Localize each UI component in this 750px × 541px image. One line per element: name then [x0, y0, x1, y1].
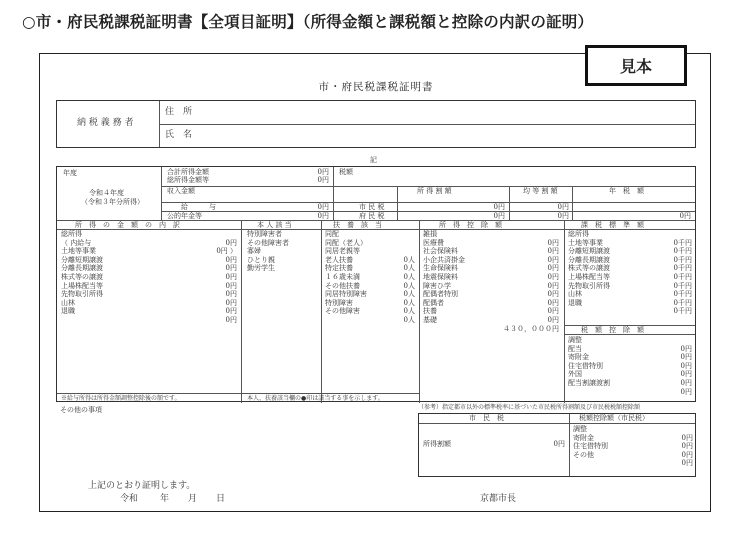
deduction-item-label: 扶養 [423, 307, 437, 316]
reference-note: （参考）指定都市以外の標準税率に基づいた市民税所得割額及び市民税税額控除額 [418, 404, 641, 411]
tax-base-item-label: 株式等の譲渡 [568, 264, 610, 273]
income-item-label: 山林 [61, 298, 75, 307]
dependent-item-value: 0人 [403, 272, 415, 281]
page-heading: ○市・府民税課税証明書【全項目証明】（所得金額と課税額と控除の内訳の証明） [22, 12, 594, 31]
deduction-item-value: 0円 [547, 272, 559, 281]
deduction-item-label: 生命保険料 [423, 264, 458, 273]
tax-base-item-value: 0千円 [673, 307, 692, 316]
city-credit-item-row [573, 450, 693, 468]
tax-credit-item-value: 0円 [680, 378, 692, 387]
dependent-item-label: 同配（老人） [325, 238, 367, 247]
tax-base-item-label: 総所得 [568, 230, 589, 238]
income-item-value: 0円 [225, 315, 237, 324]
tax-base-item-row [568, 298, 692, 316]
deduction-item-value: ４３０，０００円 [503, 324, 559, 333]
dependent-item-label: １６歳未満 [325, 272, 360, 281]
dependent-item-value: 0人 [403, 264, 415, 273]
income-item-value: 0円 [225, 298, 237, 307]
income-item-value: 0円 [225, 255, 237, 264]
tax-credit-item-label: 配当 [568, 344, 582, 353]
dependent-item-label: その他扶養 [325, 281, 360, 290]
city-credit-item-value: 0円 [681, 450, 693, 459]
city-credit-item-label: 調整 [573, 425, 587, 433]
self-item-label: 寡婦 [247, 247, 261, 256]
tax-base-item-label: 先物取引所得 [568, 281, 610, 290]
deduction-item-label: 社会保険料 [423, 247, 458, 256]
tax-base-list [568, 230, 692, 316]
deduction-item-label: 配偶者特別 [423, 290, 458, 299]
certificate-form [39, 53, 711, 512]
city-credit-item-label: 住宅借特別 [573, 442, 608, 451]
salary-label: 給 与 [181, 203, 216, 211]
tax-base-item-value: 0千円 [673, 238, 692, 247]
income-item-label: 先物取引所得 [61, 290, 103, 299]
tax-base-item-value: 0千円 [673, 298, 692, 307]
tax-credit-list [568, 336, 692, 396]
self-applicable-list [247, 230, 317, 273]
ki-label: 記 [370, 156, 377, 164]
deduction-item-label: 小企共済掛金 [423, 255, 465, 264]
date-day: 日 [216, 494, 226, 504]
income-item-value: 0円 [225, 238, 237, 247]
city-credit-item-value: 0円 [681, 433, 693, 442]
salary-note: ※給与所得は所得金額調整控除後の額です。 [61, 395, 181, 402]
tax-base-item-value: 0千円 [673, 247, 692, 256]
dependent-item-row [325, 230, 415, 239]
pref-tax-label: 府 民 税 [359, 212, 385, 220]
deduction-item-value: 0円 [547, 298, 559, 307]
dependent-item-label: 老人扶養 [325, 255, 353, 264]
deduction-item-value: 0円 [547, 281, 559, 290]
income-levy-label: 所得割額 [423, 440, 451, 448]
deduction-item-value: 0円 [547, 264, 559, 273]
deduction-item-value: 0円 [547, 315, 559, 324]
revenue-label: 収入金額 [167, 187, 195, 195]
city-credit-item-value: 0円 [681, 442, 693, 451]
annual-tax-header: 年 税 額 [609, 187, 644, 195]
income-item-label: 退職 [61, 307, 75, 316]
dependent-item-label: その他障害 [325, 307, 360, 316]
gross-income-label: 総所得金額等 [167, 176, 209, 184]
deduction-item-label: 配偶者 [423, 298, 444, 307]
taxpayer-box [56, 100, 696, 148]
tax-credit-item-value: 0円 [680, 344, 692, 353]
tax-credit-item-label: 配当割譲渡割 [568, 378, 610, 387]
tax-base-item-label: 上場株配当等 [568, 272, 610, 281]
tax-amount-label: 税額 [339, 168, 353, 176]
pension-label: 公的年金等 [167, 212, 202, 220]
date-month: 月 [188, 494, 198, 504]
income-year: （令和３年分所得） [81, 198, 144, 206]
income-breakdown-header: 所 得 の 金 額 の 内 訳 [75, 221, 180, 229]
self-item-label: 勤労学生 [247, 264, 275, 273]
deduction-item-label: 医療費 [423, 238, 444, 247]
deduction-item-value: 0円 [547, 247, 559, 256]
taxpayer-label: 納 税 義 務 者 [77, 118, 134, 128]
dependent-item-value: 0人 [403, 255, 415, 264]
tax-base-item-value: 0千円 [673, 255, 692, 264]
tax-credit-item-value: 0円 [680, 361, 692, 370]
deduction-item-value: 0円 [547, 238, 559, 247]
certify-text: 上記のとおり証明します。 [88, 481, 196, 491]
city-tax-label: 市 民 税 [359, 203, 385, 211]
total-income-value: 0円 [317, 168, 329, 176]
reference-table [418, 413, 696, 477]
tax-credit-item-label: 住宅借特別 [568, 361, 603, 370]
income-item-label: 土地等事業 [61, 247, 96, 256]
income-levy-header: 所 得 割 額 [417, 187, 452, 195]
city-credit-item-label: 寄附金 [573, 433, 594, 442]
dependent-item-row [325, 239, 415, 248]
income-item-value: 0円 [225, 290, 237, 299]
dependent-item-label: 同居特別障害 [325, 290, 367, 299]
pref-per-capita: 0円 [557, 212, 569, 220]
city-income-levy: 0円 [493, 203, 505, 211]
dependent-item-value: 0人 [403, 290, 415, 299]
city-credit-item-value: 0円 [681, 459, 693, 468]
income-item-value: 0円 [225, 307, 237, 316]
tax-credit-item-label: 寄附金 [568, 353, 589, 362]
tax-base-item-label: 山林 [568, 290, 582, 299]
dependent-item-label: 同居老親等 [325, 247, 360, 256]
tax-base-item-label: 土地等事業 [568, 238, 603, 247]
dependent-item-value: 0人 [403, 281, 415, 290]
tax-base-item-value: 0千円 [673, 290, 692, 299]
year-label: 年度 [63, 169, 77, 177]
income-item-value: 0円 [225, 264, 237, 273]
city-tax-header: 市 民 税 [469, 414, 504, 422]
tax-credit-item-label: 外国 [568, 370, 582, 379]
income-item-label: 上場株配当等 [61, 281, 103, 290]
tax-base-item-label: 分離短期譲渡 [568, 247, 610, 256]
deduction-item-row [423, 315, 559, 333]
deduction-list [423, 230, 559, 333]
dependent-list [325, 230, 415, 324]
income-levy-value: 0円 [553, 440, 565, 448]
per-capita-header: 均 等 割 額 [523, 187, 558, 195]
pref-income-levy: 0円 [493, 212, 505, 220]
self-applicable-header: 本 人 該 当 [257, 221, 292, 229]
dependent-header: 扶 養 該 当 [333, 221, 382, 229]
income-item-label: 分離長期譲渡 [61, 264, 103, 273]
form-title: 市・府民税課税証明書 [318, 81, 434, 93]
dependent-item-value: 0人 [403, 298, 415, 307]
deduction-item-value: 0円 [547, 255, 559, 264]
income-item-row [61, 307, 237, 324]
tax-credit-item-row [568, 378, 692, 396]
deduction-item-value: 0円 [547, 290, 559, 299]
self-item-row [247, 230, 317, 239]
self-item-label: その他障害者 [247, 238, 289, 247]
income-item-label: （ 内給与 [61, 238, 92, 247]
tax-base-item-label: 退職 [568, 298, 582, 307]
tax-base-item-value: 0千円 [673, 264, 692, 273]
tax-credit-item-label: 調整 [568, 336, 582, 344]
dependent-item-row [325, 307, 415, 324]
dependent-item-label: 特別障害 [325, 298, 353, 307]
fiscal-year: 令和４年度 [89, 189, 124, 197]
date-year: 年 [160, 494, 170, 504]
dependent-item-label: 特定扶養 [325, 264, 353, 273]
tax-base-header: 課 税 標 準 額 [581, 221, 644, 229]
self-item-label: ひとり親 [247, 255, 275, 264]
sample-stamp: 見本 [585, 45, 687, 86]
other-matters-label: その他の事項 [60, 406, 102, 414]
income-item-label: 分離短期譲渡 [61, 255, 103, 264]
deduction-item-label: 地震保険料 [423, 272, 458, 281]
tax-credit-item-value: 0円 [680, 353, 692, 362]
income-item-value: 0円 [225, 281, 237, 290]
self-item-row [247, 264, 317, 273]
dependent-item-row [325, 290, 415, 307]
dependent-item-value: 0人 [403, 307, 415, 316]
city-credit-list [573, 425, 693, 468]
dependent-item-label: 同配 [325, 230, 339, 238]
date-era: 令和 [120, 494, 139, 504]
main-table [56, 166, 696, 402]
name-label: 氏 名 [165, 130, 193, 140]
tax-base-item-value: 0千円 [673, 272, 692, 281]
self-item-label: 特別障害者 [247, 230, 282, 238]
income-breakdown-list [61, 230, 237, 324]
tax-credit-item-value: 0円 [680, 370, 692, 379]
dependent-item-value: 0人 [403, 315, 415, 324]
deduction-item-label: 障害ひ学 [423, 281, 451, 290]
self-item-row [247, 239, 317, 248]
deduction-item-label: 雑損 [423, 230, 437, 238]
deduction-item-label: 基礎 [423, 315, 437, 324]
pension-value: 0円 [317, 212, 329, 220]
self-item-row [247, 247, 317, 256]
total-income-label: 合計所得金額 [167, 168, 209, 176]
gross-income-value: 0円 [317, 176, 329, 184]
tax-base-item-label: 分離長期譲渡 [568, 255, 610, 264]
address-label: 住 所 [165, 107, 193, 117]
tax-base-item-value: 0千円 [673, 281, 692, 290]
applicable-note: 本人、扶養該当欄の●印は該当する事を示します。 [247, 395, 384, 402]
salary-value: 0円 [317, 203, 329, 211]
tax-credit-header: 税 額 控 除 額 [581, 326, 644, 334]
city-per-capita: 0円 [557, 203, 569, 211]
city-credit-item-label: その他 [573, 450, 594, 459]
annual-tax-value: 0円 [679, 212, 691, 220]
income-item-label: 株式等の譲渡 [61, 272, 103, 281]
deduction-header: 所 得 控 除 額 [439, 221, 502, 229]
mayor-signature-label: 京都市長 [480, 494, 517, 504]
deduction-item-row [423, 290, 559, 307]
income-item-label: 総所得 [61, 230, 82, 238]
city-tax-credit-header: 税額控除額（市民税） [579, 414, 649, 422]
deduction-item-value: 0円 [547, 307, 559, 316]
income-item-value: 0円 [225, 272, 237, 281]
tax-credit-item-value: 0円 [680, 387, 692, 396]
income-item-value: 0円 ） [216, 247, 237, 256]
